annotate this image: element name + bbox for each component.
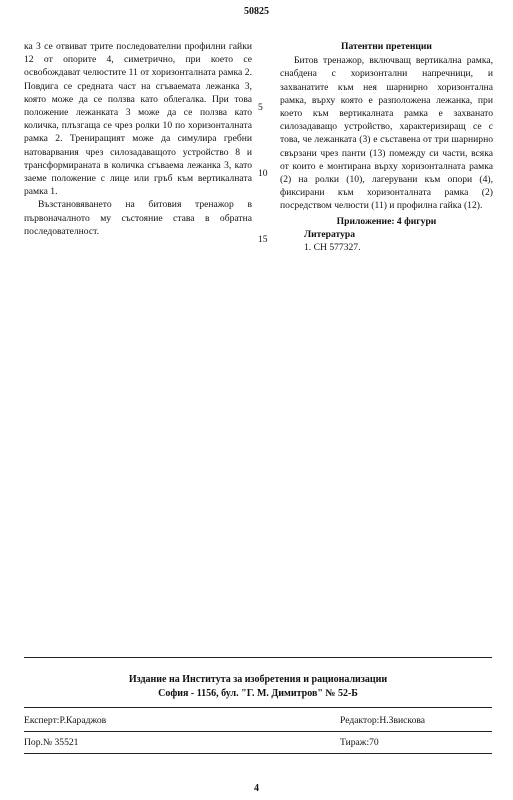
footer-divider (24, 707, 492, 708)
publisher-address: София - 1156, бул. "Г. М. Димитров" № 52-Б (158, 688, 358, 699)
body-paragraph: ка 3 се отвиват трите последователни профилни гайки 12 от опорите 4, симетрично, при което се освобождават челюстите 11 от хоризонталната рамка 2. Повдига се средната част на сгъваемата лежанка 3, която може да се ползва като облегалка. При това положение лежанката 3 може да се ползва като количка, плъзгаща се чрез ролки 10 по хоризонталната рамка 2. Трениращият може да симулира гребни натоварвания чрез силозадаващото устройство 8 и трансформираната в количка сгъваема лежанка 3, като заеме положение с лице или гръб към вертикалната рамка 1. (24, 41, 252, 198)
expert-label: Експерт:Р.Караджов (24, 715, 107, 726)
order-number: Пор.№ 35521 (24, 737, 79, 748)
claims-title: Патентни претенции (341, 41, 432, 52)
literature-heading: Литература (304, 228, 356, 240)
circulation: Тираж:70 (340, 737, 379, 748)
footer-divider (24, 657, 492, 658)
editor-label: Редактор:Н.Звискова (340, 715, 426, 726)
literature-item: 1. СН 577327. (304, 242, 361, 254)
line-number: 15 (258, 234, 268, 245)
footer-divider (24, 753, 492, 754)
publisher-line: Издание на Института за изобретения и рационализации (128, 674, 388, 685)
document-number: 50825 (244, 6, 269, 17)
footer-divider (24, 731, 492, 732)
body-paragraph: Възстановяването на битовия тренажор в първоначалното му състояние става в обратна последователност. (24, 199, 252, 237)
line-number: 5 (258, 102, 263, 113)
claim-text: Битов тренажор, включващ вертикална рамка, снабдена с хоризонтални напречници, и захванатите към нея шарнирно хоризонтална рамка, върху която е разположена лежанка, при което към вертикалната рамка е захванато силозадаващо устройство, характеризиращ се с това, че лежанката (3) е съставена от три шарнирно свързани чрез панти (13) помежду си части, всяка от които е монтирана върху хоризонталната рамка (2) на ролки (10), лагерувани към опори (4), фиксирани към хоризонталната рамка (2) посредством челюсти (11) и профилна гайка (12). (280, 55, 493, 212)
page-number: 4 (254, 783, 259, 794)
left-column (24, 40, 252, 238)
line-number: 10 (258, 168, 268, 179)
right-column (280, 40, 493, 254)
attachment-note: Приложение: 4 фигури (336, 215, 437, 227)
